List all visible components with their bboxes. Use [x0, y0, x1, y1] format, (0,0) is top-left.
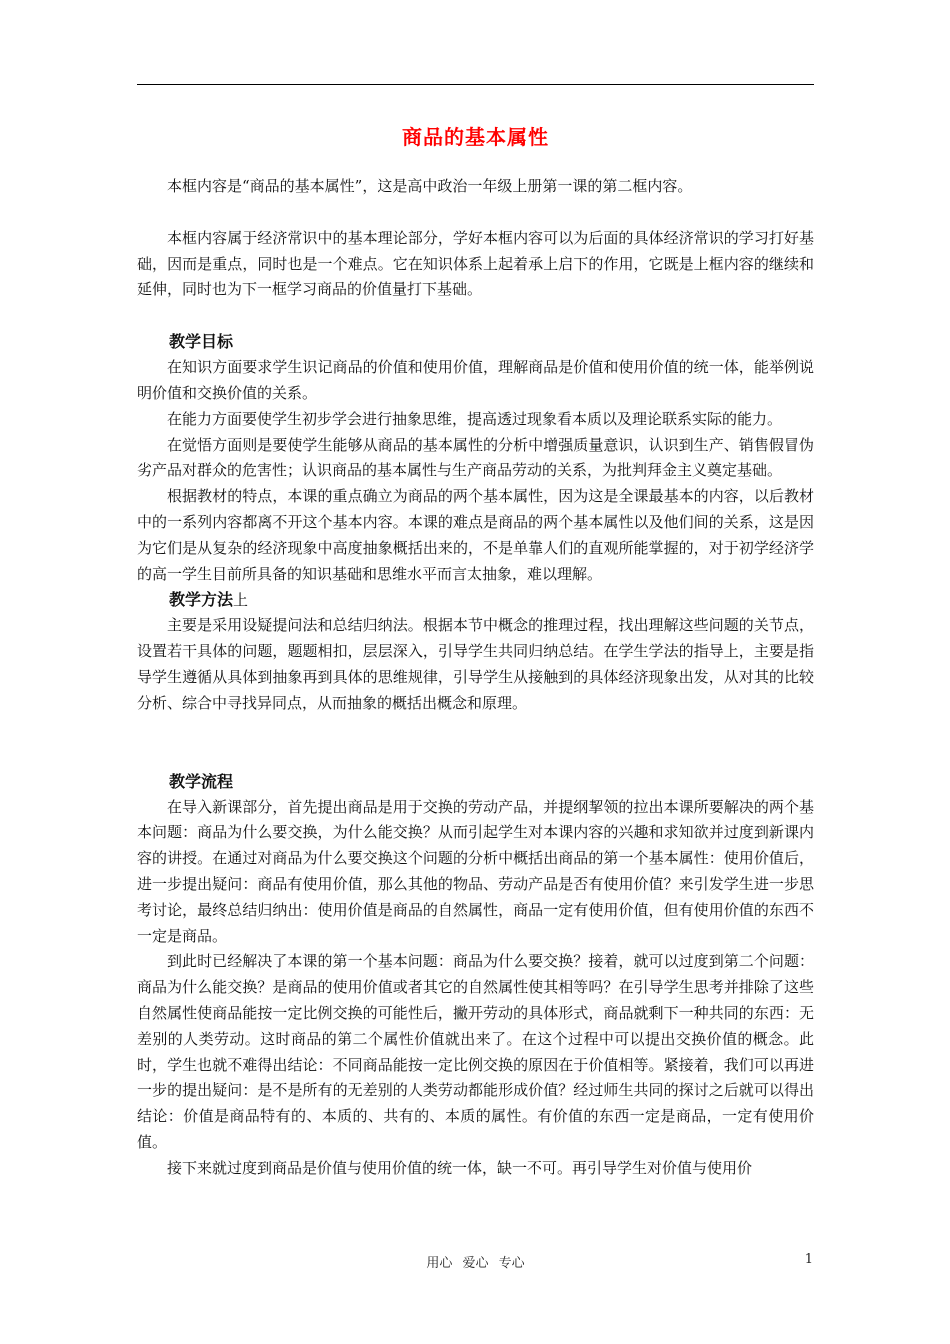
header-rule [137, 84, 814, 85]
body-paragraph: 到此时已经解决了本课的第一个基本问题：商品为什么要交换？接着，就可以过度到第二个问题：商品为什么能交换？是商品的使用价值或者其它的自然属性使其相等吗？在引导学生思考并排除了这些自然属性使商品能按一定比例交换的可能性后，撇开劳动的具体形式，商品就剩下一种共同的东西：无差别的人类劳动。这时商品的第二个属性价值就出来了。在这个过程中可以提出交换价值的概念。此时，学生也就不难得出结论：不同商品能按一定比例交换的原因在于价值相等。紧接着，我们可以再进一步的提出疑问：是不是所有的无差别的人类劳动都能形成价值？经过师生共同的探讨之后就可以得出结论：价值是商品特有的、本质的、共有的、本质的属性。有价值的东西一定是商品，一定有使用价值。 [137, 952, 814, 1151]
page-number: 1 [804, 1252, 813, 1267]
body-paragraph: 在觉悟方面则是要使学生能够从商品的基本属性的分析中增强质量意识，认识到生产、销售假冒伪劣产品对群众的危害性；认识商品的基本属性与生产商品劳动的关系，为批判拜金主义奠定基础。 [137, 435, 814, 480]
body-paragraph: 在能力方面要使学生初步学会进行抽象思维，提高透过现象看本质以及理论联系实际的能力。 [167, 409, 783, 428]
body-paragraph: 主要是采用设疑提问法和总结归纳法。根据本节中概念的推理过程，找出理解这些问题的关节点，设置若干具体的问题，题题相扣，层层深入，引导学生共同归纳总结。在学生学法的指导上，主要是指导学生遵循从具体到抽象再到具体的思维规律，引导学生从接触到的具体经济现象出发，从对其的比较分析、综合中寻找异同点，从而抽象的概括出概念和原理。 [137, 616, 814, 712]
body-paragraph: 在导入新课部分，首先提出商品是用于交换的劳动产品，并提纲挈领的拉出本课所要解决的两个基本问题：商品为什么要交换，为什么能交换？从而引起学生对本课内容的兴趣和求知欲并过度到新课内容的讲授。在通过对商品为什么要交换这个问题的分析中概括出商品的第一个基本属性：使用价值后，进一步提出疑问：商品有使用价值，那么其他的物品、劳动产品是否有使用价值？来引发学生进一步思考讨论，最终总结归纳出：使用价值是商品的自然属性，商品一定有使用价值，但有使用价值的东西不一定是商品。 [137, 797, 814, 945]
body-paragraph: 接下来就过度到商品是价值与使用价值的统一体，缺一不可。再引导学生对价值与使用价 [167, 1158, 753, 1177]
section-heading-label: 教学流程 [169, 771, 234, 791]
section-heading-methods [137, 587, 814, 613]
body-paragraph: 在知识方面要求学生识记商品的价值和使用价值，理解商品是价值和使用价值的统一体，能举例说明价值和交换价值的关系。 [137, 358, 814, 402]
section-heading-process [137, 769, 814, 795]
intro-paragraph: 本框内容属于经济常识中的基本理论部分，学好本框内容可以为后面的具体经济常识的学习打好基础，因而是重点，同时也是一个难点。它在知识体系上起着承上启下的作用，它既是上框内容的继续和延伸，同时也为下一框学习商品的价值量打下基础。 [137, 228, 814, 299]
section-heading-label: 教学目标 [169, 332, 234, 352]
section-heading-suffix: 上 [233, 591, 249, 610]
footer-motto: 用心 爱心 专心 [426, 1256, 525, 1271]
section-heading-objectives [137, 329, 814, 355]
section-heading-label: 教学方法 [169, 590, 234, 610]
body-paragraph: 根据教材的特点，本课的重点确立为商品的两个基本属性，因为这是全课最基本的内容，以后教材中的一系列内容都离不开这个基本内容。本课的难点是商品的两个基本属性以及他们间的关系，这是因为它们是从复杂的经济现象中高度抽象概括出来的，不是单靠人们的直观所能掌握的，对于初学经济学的高一学生目前所具备的知识基础和思维水平而言太抽象，难以理解。 [137, 487, 814, 583]
intro-paragraph: 本框内容是“商品的基本属性”，这是高中政治一年级上册第一课的第二框内容。 [167, 177, 693, 195]
page-title: 商品的基本属性 [402, 125, 549, 149]
document-body [137, 174, 814, 1182]
